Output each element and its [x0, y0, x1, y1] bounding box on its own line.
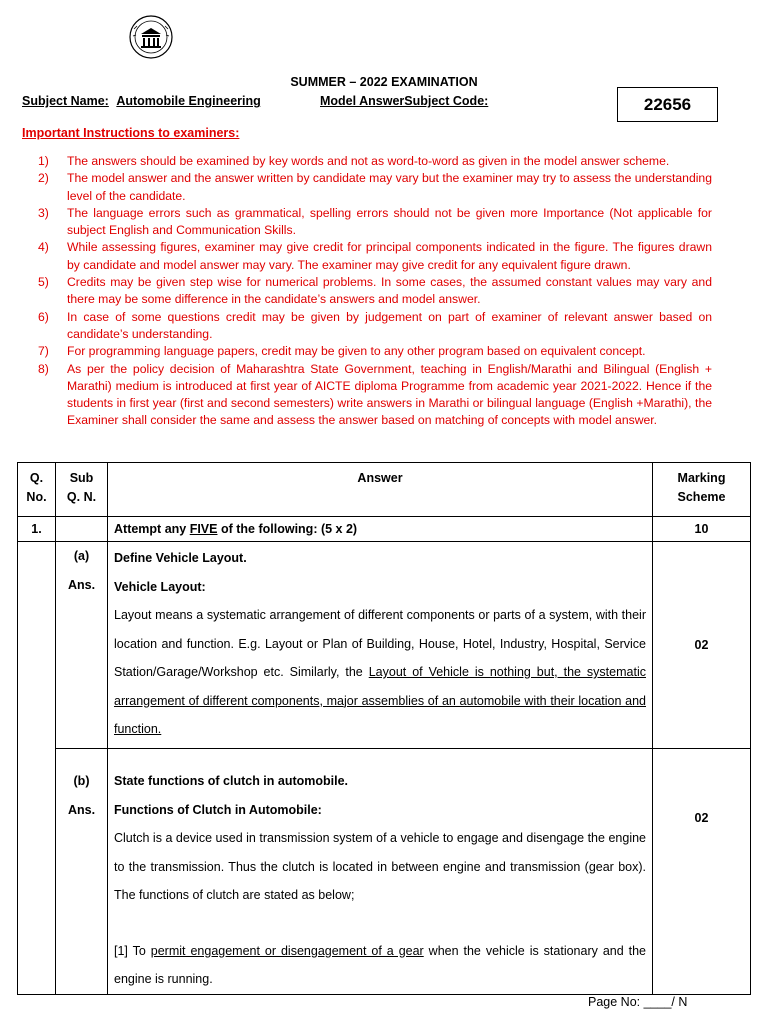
subject-row [22, 94, 261, 108]
prompt-five: FIVE [189, 522, 218, 536]
instruction-number: 7) [38, 344, 49, 359]
answer-body-b [108, 749, 653, 995]
instruction-item [22, 170, 712, 205]
instruction-text: As per the policy decision of Maharashtra State Government, teaching in English/Marathi and Bilingual (English + Marathi) medium is introduced at first year of AICTE diploma Programme from academic year 2021-2022. Hence if the students in first year (first and second semesters) write answers in Marathi or bilingual language (English +Marathi), the Examiner shall consider the same and assess the answer based on matching of concepts with model answer. [67, 361, 712, 428]
instruction-number: 4) [38, 240, 49, 255]
question-number: 1. [18, 517, 56, 542]
marking-scheme-header: Marking Scheme [653, 463, 751, 517]
instruction-number: 3) [38, 205, 49, 220]
answer-header: Answer [108, 463, 653, 517]
instruction-text: In case of some questions credit may be given by judgement on part of examiner of relevant answer based on candidate’s understanding. [67, 309, 712, 341]
instruction-text: Credits may be given step wise for numerical problems. In some cases, the assumed constant values may vary and there may be some difference in the candidate’s answers and model answer. [67, 275, 712, 307]
question-row [18, 517, 751, 542]
q-no-header: Q. No. [18, 463, 56, 517]
empty-cell [56, 517, 108, 542]
ans-label: Ans. [67, 803, 96, 817]
instruction-item [22, 361, 712, 430]
sub-question-label-cell [56, 542, 108, 749]
subject-code-box: 22656 [617, 87, 718, 122]
answer-paragraph [114, 601, 646, 744]
instruction-text: The answers should be examined by key words and not as word-to-word as given in the model answer scheme. [67, 154, 670, 168]
instruction-item [22, 274, 712, 309]
page-number: Page No: ____/ N [588, 995, 688, 1009]
instruction-item [22, 343, 712, 360]
answer-row-a [18, 542, 751, 749]
empty-cell [18, 542, 56, 995]
subject-name: Automobile Engineering [116, 94, 261, 108]
point-text: [1] To [114, 943, 151, 958]
instruction-item [22, 309, 712, 344]
sub-question-text: State functions of clutch in automobile. [114, 774, 349, 788]
instruction-item [22, 205, 712, 240]
table-header-row [18, 463, 751, 517]
answer-body-a [108, 542, 653, 749]
instruction-number: 6) [38, 309, 49, 324]
instruction-text: For programming language papers, credit may be given to any other program based on equivalent concept. [67, 344, 646, 359]
sub-q-header: Sub Q. N. [56, 463, 108, 517]
answer-table [17, 462, 751, 995]
instruction-number: 1) [38, 154, 49, 168]
instruction-text: The language errors such as grammatical, spelling errors should not be given more Importance (Not applicable for subject English and Communication Skills. [67, 205, 712, 238]
point-text: when the vehicle is stationary and the engine is running. [114, 943, 646, 986]
instruction-item [22, 239, 712, 274]
sub-question-text: Define Vehicle Layout. [114, 551, 247, 565]
prompt-text: Attempt any [114, 522, 190, 536]
answer-paragraph: Clutch is a device used in transmission system of a vehicle to engage and disengage the engine to the transmission. Thus the clutch is located in between engine and transmission (gear box). The functions of clutch are stated as below; [114, 831, 646, 902]
answer-row-b [18, 749, 751, 995]
instruction-number: 5) [38, 275, 49, 290]
ans-label: Ans. [67, 578, 96, 592]
answer-key-phrase: Layout of Vehicle is nothing but, the systematic arrangement of different components, major assemblies of an automobile with their location and function. [114, 665, 646, 736]
instructions-heading: Important Instructions to examiners: [22, 126, 240, 140]
answer-heading: Vehicle Layout: [114, 579, 206, 594]
instructions-list [22, 153, 712, 430]
point-key-phrase: permit engagement or disengagement of a gear [150, 943, 424, 958]
exam-title: SUMMER – 2022 EXAMINATION [290, 75, 478, 89]
question-prompt [108, 517, 653, 542]
instruction-number: 8) [38, 361, 49, 376]
answer-point [114, 937, 646, 994]
sub-question-marks: 02 [653, 542, 751, 749]
sub-question-label: (a) [73, 549, 90, 563]
instruction-text: The model answer and the answer written by candidate may vary but the examiner may try to assess the understanding level of the candidate. [67, 171, 712, 203]
instruction-text: While assessing figures, examiner may give credit for principal components indicated in the figure. The figures drawn by candidate and model answer may vary. The examiner may give credit for any equivalent figure drawn. [67, 240, 712, 272]
answer-text: Layout means a systematic arrangement of different components or parts of a system, with their location and function. E.g. Layout or Plan of Building, House, Hotel, Industry, Hospital, Service Station/Garage/Workshop etc. Similarly, the [114, 608, 646, 679]
prompt-text: of the following: (5 x 2) [217, 522, 358, 536]
instruction-item [22, 153, 712, 170]
answer-heading: Functions of Clutch in Automobile: [114, 802, 322, 817]
instruction-number: 2) [38, 171, 49, 186]
question-marks: 10 [653, 517, 751, 542]
sub-question-label: (b) [73, 774, 90, 788]
institution-seal-logo [128, 14, 174, 60]
model-answer-label: Model AnswerSubject Code: [320, 94, 489, 108]
subject-label: Subject Name: [22, 94, 109, 108]
sub-question-label-cell [56, 749, 108, 995]
sub-question-marks: 02 [653, 749, 751, 995]
